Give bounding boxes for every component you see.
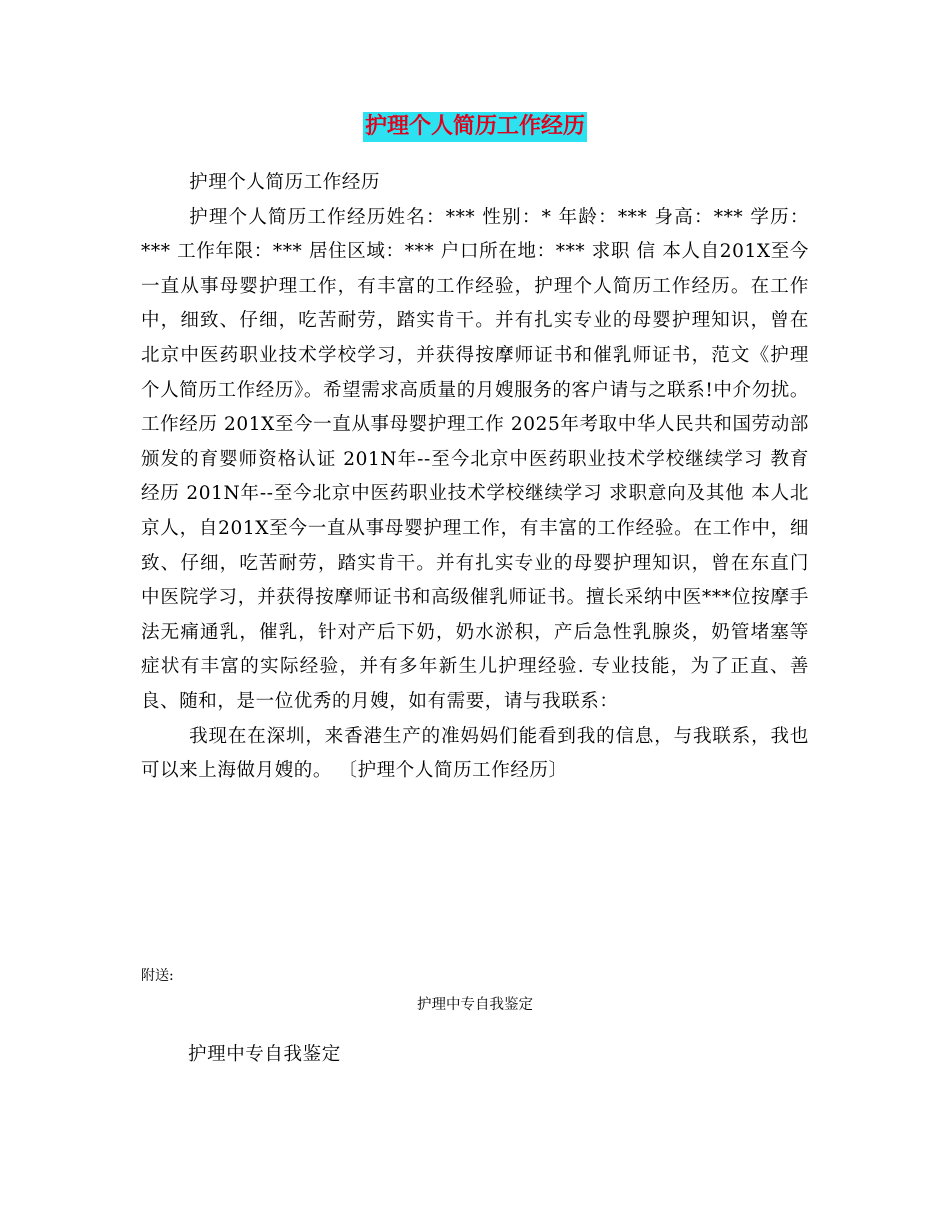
appendix-label: 附送: <box>141 968 174 984</box>
body-paragraph-heading: 护理个人简历工作经历 <box>189 172 381 193</box>
document-title: 护理个人简历工作经历 <box>363 112 587 142</box>
appendix-first-line: 护理中专自我鉴定 <box>188 1044 341 1065</box>
body-paragraph-main: 护理个人简历工作经历姓名：*** 性别：* 年龄：*** 身高：*** 学历：*** 工作年限：*** 居住区域：*** 户口所在地：*** 求职 信 本人自201X至今一直从事母婴护理工作，有丰富的工作经验，护理个人简历工作经历。在工作中，细致、仔细，吃苦耐劳，踏实肯干。并有扎实专业的母婴护理知识，曾在北京中医药职业技术学校学习，并获得按摩师证书和催乳师证书，范文《护理个人简历工作经历》。希望需求高质量的月嫂服务的客户请与之联系!中介勿扰。 工作经历 201X至今一直从事母婴护理工作 2025年考取中华人民共和国劳动部颁发的育婴师资格认证 201N年--至今北京中医药职业技术学校继续学习 教育经历 201N年--至今北京中医药职业技术学校继续学习 求职意向及其他 本人北京人，自201X至今一直从事母婴护理工作，有丰富的工作经验。在工作中，细致、仔细，吃苦耐劳，踏实肯干。并有扎实专业的母婴护理知识，曾在东直门中医院学习，并获得按摩师证书和高级催乳师证书。擅长采纳中医***位按摩手法无痛通乳，催乳，针对产后下奶，奶水淤积，产后急性乳腺炎，奶管堵塞等症状有丰富的实际经验，并有多年新生儿护理经验. 专业技能，为了正直、善良、随和，是一位优秀的月嫂，如有需要，请与我联系： <box>141 206 809 712</box>
body-paragraph-closing: 我现在在深圳，来香港生产的准妈妈们能看到我的信息，与我联系，我也可以来上海做月嫂的。 〔护理个人简历工作经历〕 <box>141 725 809 782</box>
appendix-title: 护理中专自我鉴定 <box>417 997 533 1013</box>
title-container <box>0 112 950 142</box>
document-body <box>141 166 809 789</box>
